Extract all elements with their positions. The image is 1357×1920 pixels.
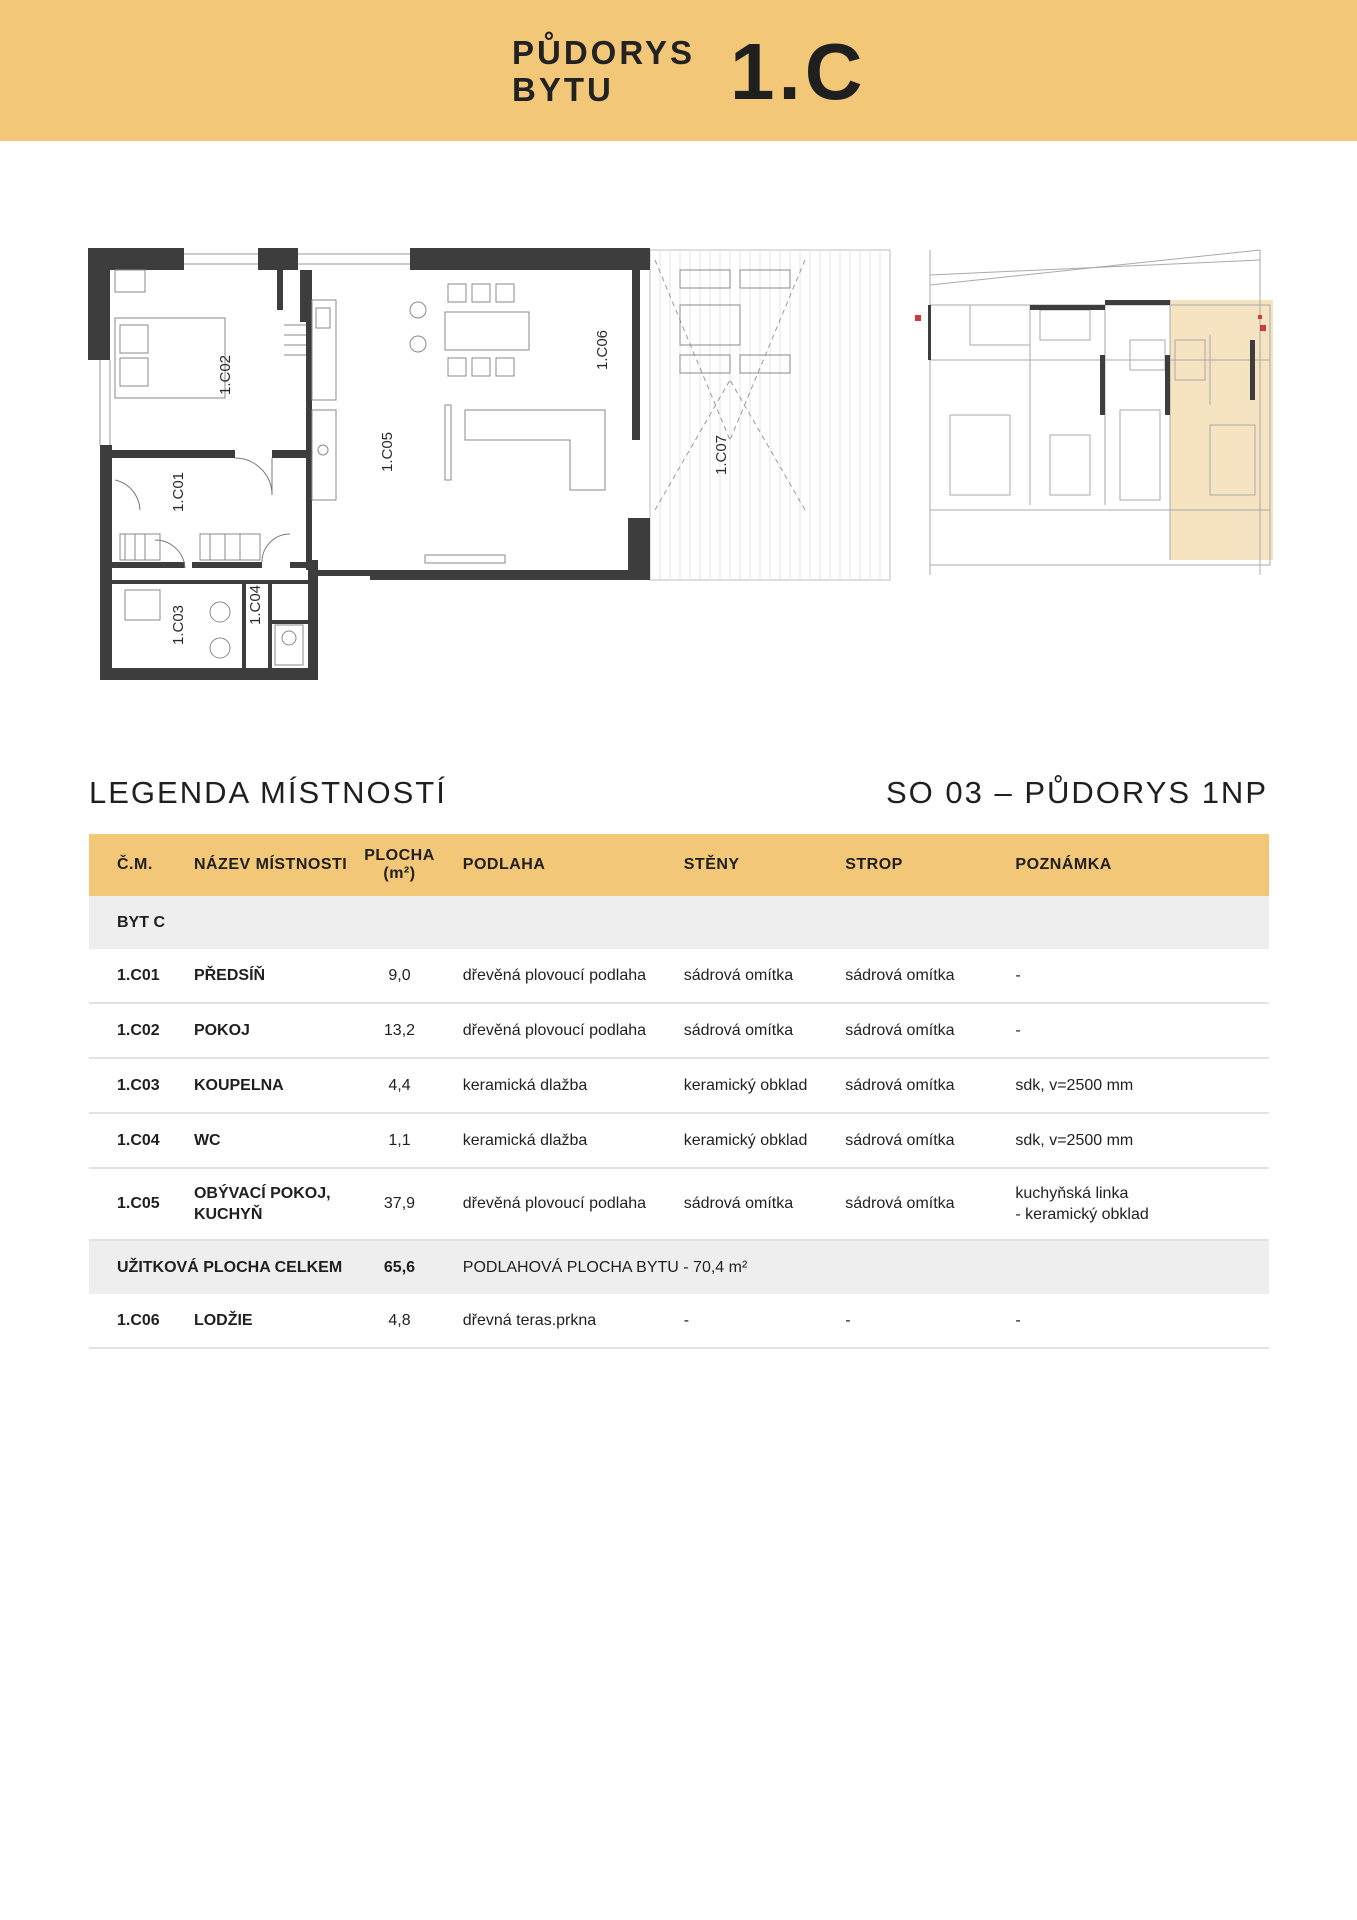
cell-number: 1.C06 (89, 1294, 166, 1348)
legend-title: LEGENDA MÍSTNOSTÍ (89, 775, 447, 810)
site-plan (910, 245, 1275, 575)
header-number: Č.M. (89, 834, 166, 896)
total-row (89, 1240, 1269, 1294)
table-row (89, 1058, 1269, 1113)
cell-number: 1.C01 (89, 949, 166, 1003)
room-label-1c06: 1.C06 (594, 329, 611, 370)
cell-note: sdk, v=2500 mm (987, 1058, 1269, 1113)
room-label-1c01: 1.C01 (170, 471, 187, 512)
cell-ceiling: sádrová omítka (817, 1113, 987, 1168)
cell-walls: - (656, 1294, 817, 1348)
header-subtitle (512, 34, 695, 108)
header-band (0, 0, 1357, 141)
cell-walls: keramický obklad (656, 1113, 817, 1168)
cell-note: kuchyňská linka - keramický obklad (987, 1168, 1269, 1240)
cell-note: - (987, 1294, 1269, 1348)
cell-area: 9,0 (364, 949, 435, 1003)
cell-name: POKOJ (166, 1003, 364, 1058)
header-subtitle-line2: BYTU (512, 71, 614, 108)
header-area-unit: (m²) (383, 865, 416, 882)
header-name: NÁZEV MÍSTNOSTI (166, 834, 364, 896)
room-label-1c07: 1.C07 (713, 434, 730, 475)
total-label: UŽITKOVÁ PLOCHA CELKEM (89, 1240, 364, 1294)
header-floor: PODLAHA (435, 834, 656, 896)
cell-number: 1.C02 (89, 1003, 166, 1058)
cell-walls: sádrová omítka (656, 1003, 817, 1058)
header-area (364, 834, 435, 896)
cell-ceiling: sádrová omítka (817, 1058, 987, 1113)
floor-area-note: PODLAHOVÁ PLOCHA BYTU - 70,4 m² (435, 1240, 1269, 1294)
group-row (89, 896, 1269, 949)
cell-floor: keramická dlažba (435, 1058, 656, 1113)
total-area: 65,6 (364, 1240, 435, 1294)
cell-area: 4,4 (364, 1058, 435, 1113)
group-label: BYT C (89, 896, 1269, 949)
header-walls: STĚNY (656, 834, 817, 896)
cell-ceiling: - (817, 1294, 987, 1348)
cell-name: WC (166, 1113, 364, 1168)
cell-note: - (987, 1003, 1269, 1058)
header-area-label: PLOCHA (364, 847, 435, 864)
cell-area: 1,1 (364, 1113, 435, 1168)
table-row (89, 949, 1269, 1003)
unit-code: 1.C (730, 27, 867, 116)
cell-floor: keramická dlažba (435, 1113, 656, 1168)
table-row (89, 1113, 1269, 1168)
cell-number: 1.C04 (89, 1113, 166, 1168)
rooms-table (89, 834, 1269, 1349)
cell-walls: sádrová omítka (656, 949, 817, 1003)
room-label-1c05: 1.C05 (379, 431, 396, 472)
cell-walls: sádrová omítka (656, 1168, 817, 1240)
cell-area: 37,9 (364, 1168, 435, 1240)
table-header-row (89, 834, 1269, 896)
cell-note: sdk, v=2500 mm (987, 1113, 1269, 1168)
cell-note: - (987, 949, 1269, 1003)
table-row (89, 1168, 1269, 1240)
plan-reference: SO 03 – PŮDORYS 1NP (885, 775, 1268, 810)
header-subtitle-line1: PŮDORYS (512, 34, 695, 71)
room-label-1c04: 1.C04 (247, 584, 264, 625)
room-label-1c02: 1.C02 (217, 354, 234, 395)
header-ceiling: STROP (817, 834, 987, 896)
cell-name: OBÝVACÍ POKOJ, KUCHYŇ (166, 1168, 364, 1240)
cell-floor: dřevěná plovoucí podlaha (435, 949, 656, 1003)
cell-name: LODŽIE (166, 1294, 364, 1348)
floor-plan (80, 240, 900, 690)
cell-ceiling: sádrová omítka (817, 1168, 987, 1240)
cell-area: 13,2 (364, 1003, 435, 1058)
cell-floor: dřevěná plovoucí podlaha (435, 1168, 656, 1240)
cell-walls: keramický obklad (656, 1058, 817, 1113)
table-row (89, 1294, 1269, 1348)
cell-number: 1.C03 (89, 1058, 166, 1113)
cell-floor: dřevěná plovoucí podlaha (435, 1003, 656, 1058)
table-row (89, 1003, 1269, 1058)
cell-area: 4,8 (364, 1294, 435, 1348)
room-label-1c03: 1.C03 (170, 604, 187, 645)
cell-name: PŘEDSÍŇ (166, 949, 364, 1003)
cell-ceiling: sádrová omítka (817, 949, 987, 1003)
cell-name: KOUPELNA (166, 1058, 364, 1113)
cell-number: 1.C05 (89, 1168, 166, 1240)
cell-ceiling: sádrová omítka (817, 1003, 987, 1058)
header-note: POZNÁMKA (987, 834, 1269, 896)
cell-floor: dřevná teras.prkna (435, 1294, 656, 1348)
